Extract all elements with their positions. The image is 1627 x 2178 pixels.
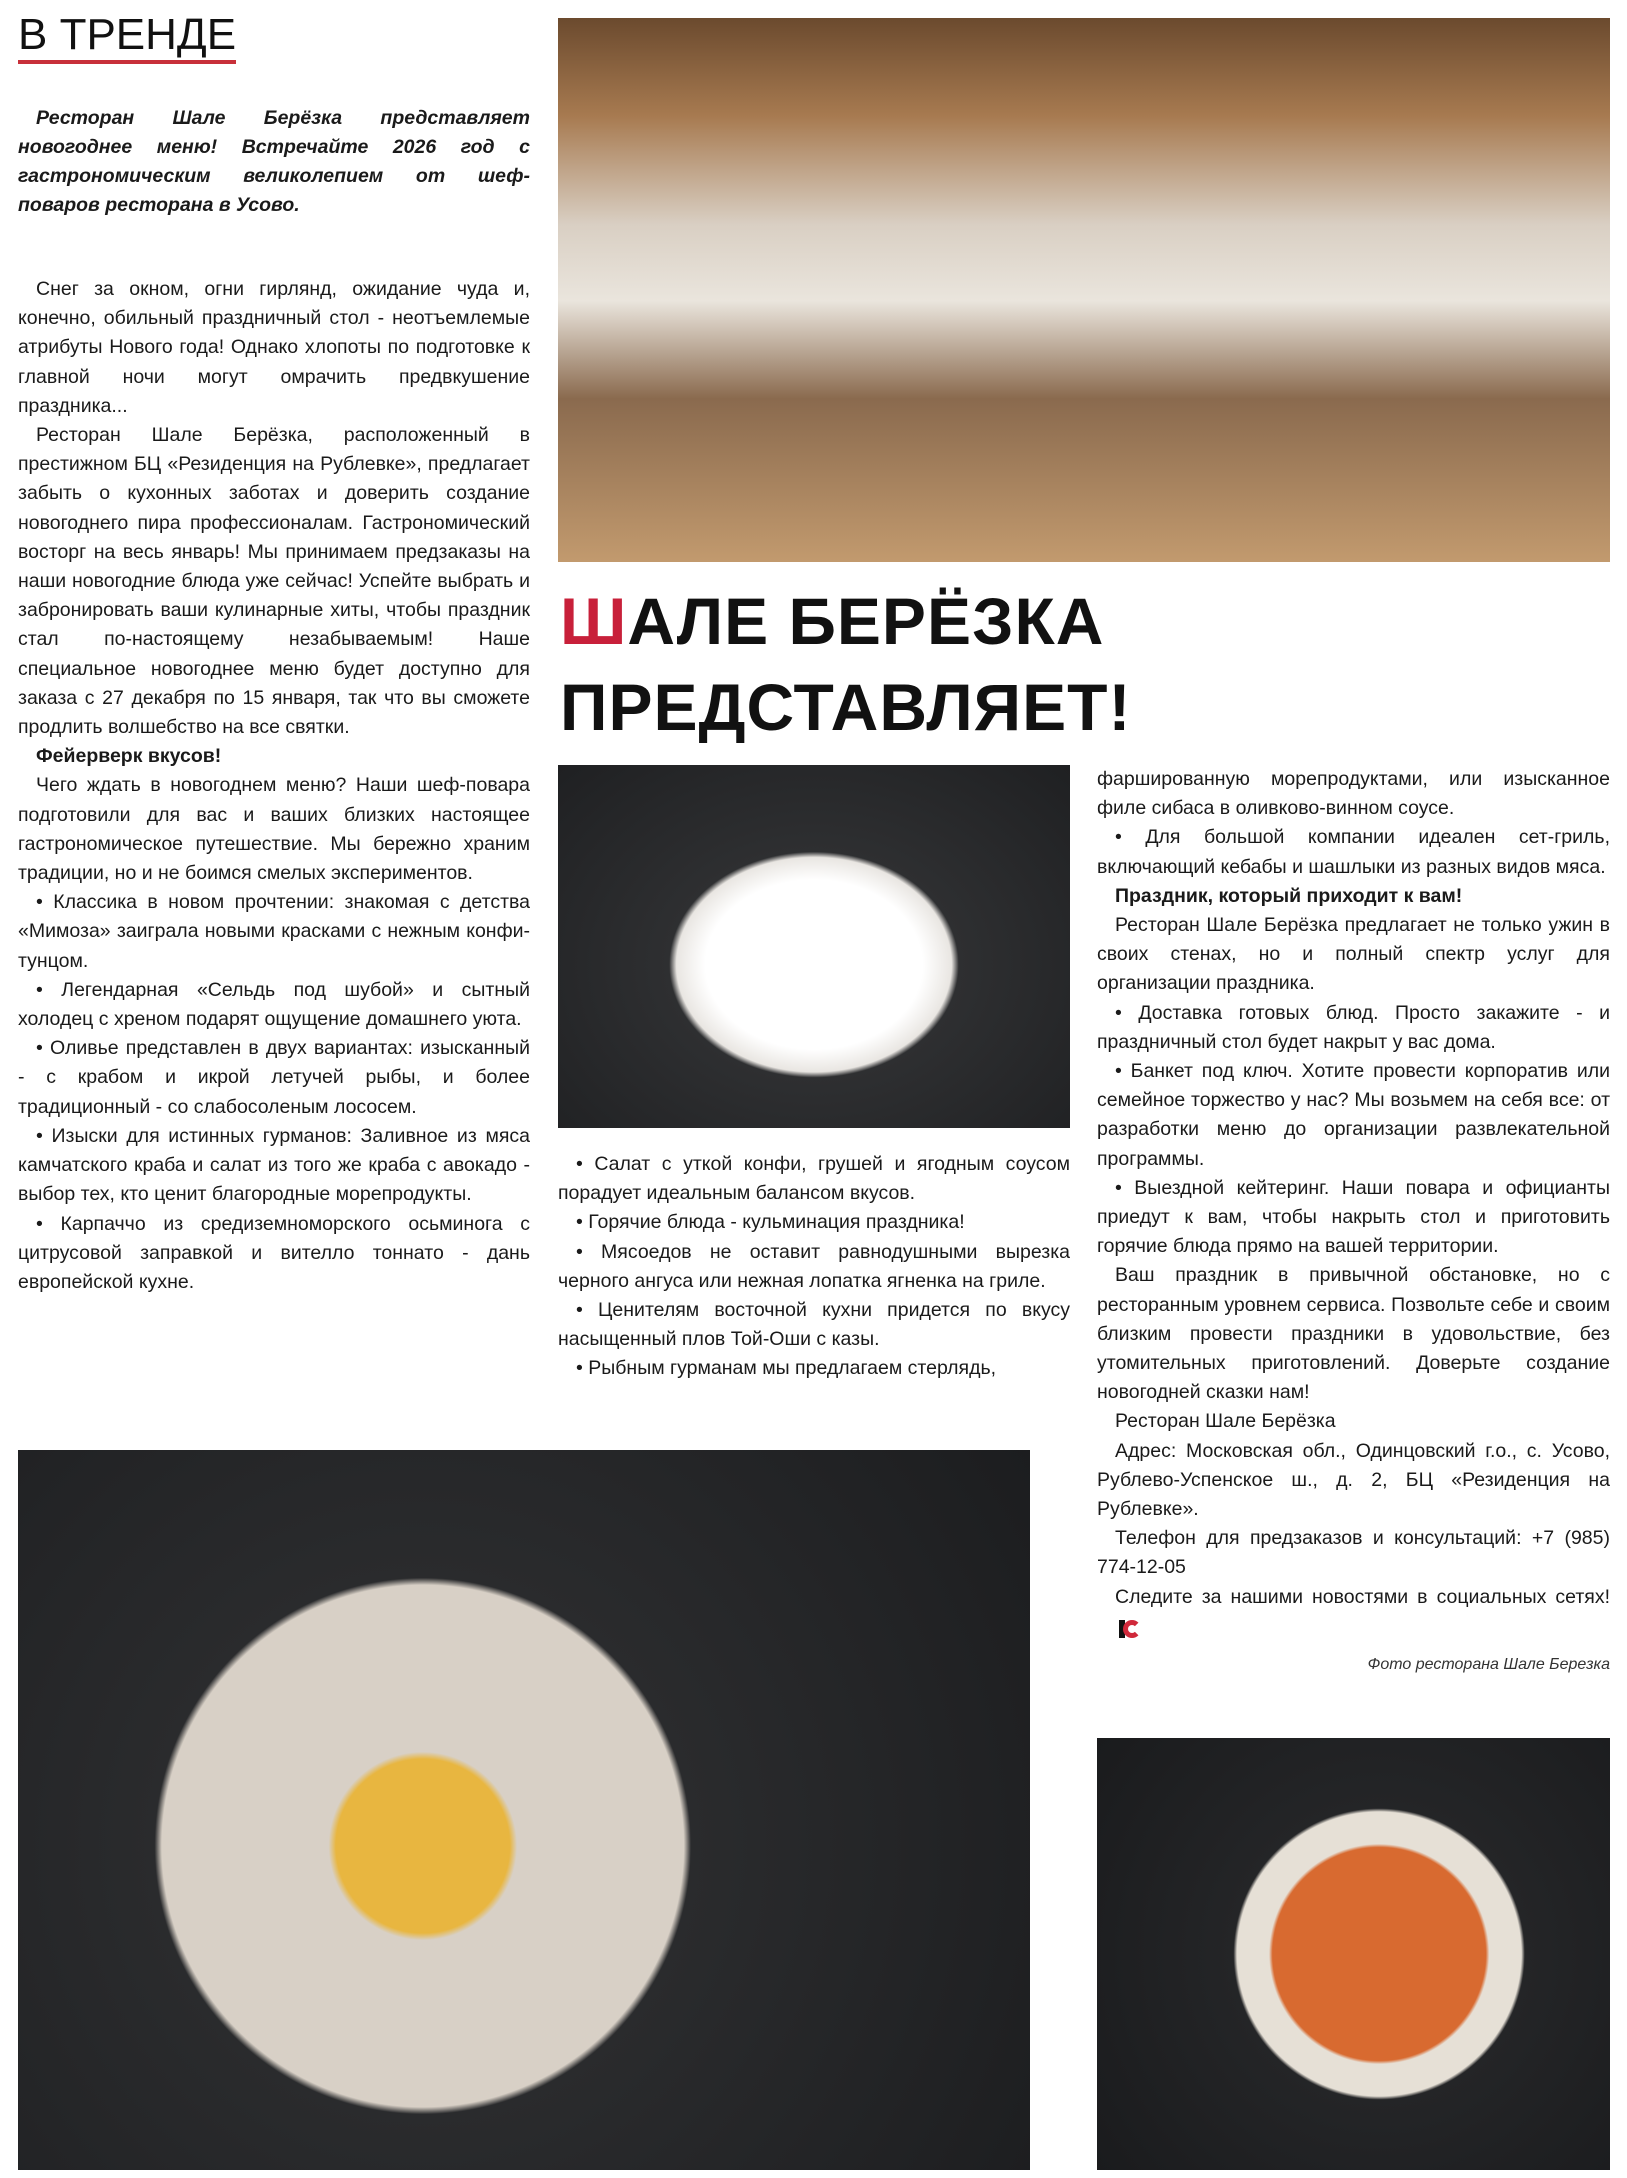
restaurant-hall-photo [558,18,1610,562]
list-item: • Выездной кейтеринг. Наши повара и официанты приедут к вам, чтобы накрыть стол и приготовить горячие блюда прямо на вашей территории. [1097,1176,1610,1258]
social-note [1097,1583,1610,1641]
restaurant-name: Ресторан Шале Берёзка [1115,1410,1336,1433]
seafood-soup-photo [1097,1738,1610,2170]
headline-accent-letter: Ш [560,584,628,658]
headline-line1: АЛЕ БЕРЁЗКА [627,584,1105,658]
list-item: • Изыски для истинных гурманов: Заливное из мяса камчатского краба и салат из того же краба с авокадо - выбор тех, кто ценит благородные морепродукты. [18,1124,530,1206]
list-item: • Ценителям восточной кухни придется по вкусу насыщенный плов Той-Оши с казы. [558,1299,1070,1351]
subheading: Праздник, который приходит к вам! [1115,884,1463,907]
paragraph: Ваш праздник в привычной обстановке, но с ресторанным уровнем сервиса. Позвольте себе и своим близким провести праздники в удовольствие, без утомительных приготовлений. Доверьте создание новогодней сказки нам! [1097,1264,1610,1404]
paragraph: Ресторан Шале Берёзка, расположенный в престижном БЦ «Резиденция на Рублевке», предлагает забыть о кухонных заботах и доверить создание новогоднего пира профессионалам. Гастрономический восторг на весь январь! Мы принимаем предзаказы на наши новогодние блюда уже сейчас! Успейте выбрать и забронировать ваши кулинарные хиты, чтобы праздник стал по-настоящему незабываемым! Наше специальное новогоднее меню будет доступно для заказа с 27 декабря по 15 января, так что вы сможете продлить волшебство на все святки. [18,424,530,739]
list-item: • Салат с уткой конфи, грушей и ягодным соусом порадует идеальным балансом вкусов. [558,1153,1070,1205]
list-item: • Доставка готовых блюд. Просто закажите - и праздничный стол будет накрыт у вас дома. [1097,1001,1610,1053]
phone: Телефон для предзаказов и консультаций: +7 (985) 774-12-05 [1097,1527,1610,1579]
paragraph: Чего ждать в новогоднем меню? Наши шеф-повара подготовили для вас и ваших близких настоящее гастрономическое путешествие. Мы бережно храним традиции, но и не боимся смелых экспериментов. [18,774,530,885]
list-item: • Оливье представлен в двух вариантах: изысканный - с крабом и икрой летучей рыбы, и более традиционный - со слабосоленым лососем. [18,1037,530,1118]
lead-paragraph: Ресторан Шале Берёзка представляет новогоднее меню! Встречайте 2026 год с гастрономическим великолепием от шеф-поваров ресторана в Усово. [18,107,530,216]
list-item: • Мясоедов не оставит равнодушными вырезка черного ангуса или нежная лопатка ягненка на гриле. [558,1240,1070,1292]
meat-puree-photo [18,1450,1030,2170]
headline [560,578,1131,750]
social-text: Следите за нашими новостями в социальных сетях! [1115,1585,1610,1608]
list-item: • Горячие блюда - кульминация праздника! [576,1211,965,1234]
list-item: • Рыбным гурманам мы предлагаем стерлядь, [576,1357,997,1380]
right-column [1097,765,1610,1675]
subheading: Фейерверк вкусов! [36,745,222,768]
photo-caption: Фото ресторана Шале Березка [1367,1656,1610,1674]
rubric-title: В ТРЕНДЕ [18,10,236,64]
rg-logo-icon [1117,1614,1141,1640]
left-column [18,275,530,1297]
address: Адрес: Московская обл., Одинцовский г.о., с. Усово, Рублево-Успенское ш., д. 2, БЦ «Резиденция на Рублевке». [1097,1439,1610,1521]
list-item: • Классика в новом прочтении: знакомая с детства «Мимоза» заиграла новыми красками с нежным конфи-тунцом. [18,891,530,972]
list-item: • Карпаччо из средиземноморского осьминога с цитрусовой заправкой и вителло тоннато - дань европейской кухне. [18,1212,530,1293]
paragraph: Снег за окном, огни гирлянд, ожидание чуда и, конечно, обильный праздничный стол - неотъемлемые атрибуты Нового года! Однако хлопоты по подготовке к главной ночи могут омрачить предвкушение праздника... [18,278,530,417]
middle-column [558,1150,1070,1384]
paragraph: фаршированную морепродуктами, или изысканное филе сибаса в оливково-винном соусе. [1097,768,1610,820]
list-item: • Банкет под ключ. Хотите провести корпоратив или семейное торжество у нас? Мы возьмем на себя все: от разработки меню до организации развлекательной программы. [1097,1060,1610,1170]
paragraph: Ресторан Шале Берёзка предлагает не только ужин в своих стенах, но и полный спектр услуг для организации праздника. [1097,914,1610,995]
carpaccio-photo [558,765,1070,1128]
list-item: • Легендарная «Сельдь под шубой» и сытный холодец с хреном подарят ощущение домашнего уюта. [18,978,530,1031]
list-item: • Для большой компании идеален сет-гриль, включающий кебабы и шашлыки из разных видов мяса. [1097,826,1610,878]
headline-line2: ПРЕДСТАВЛЯЕТ! [560,670,1132,744]
